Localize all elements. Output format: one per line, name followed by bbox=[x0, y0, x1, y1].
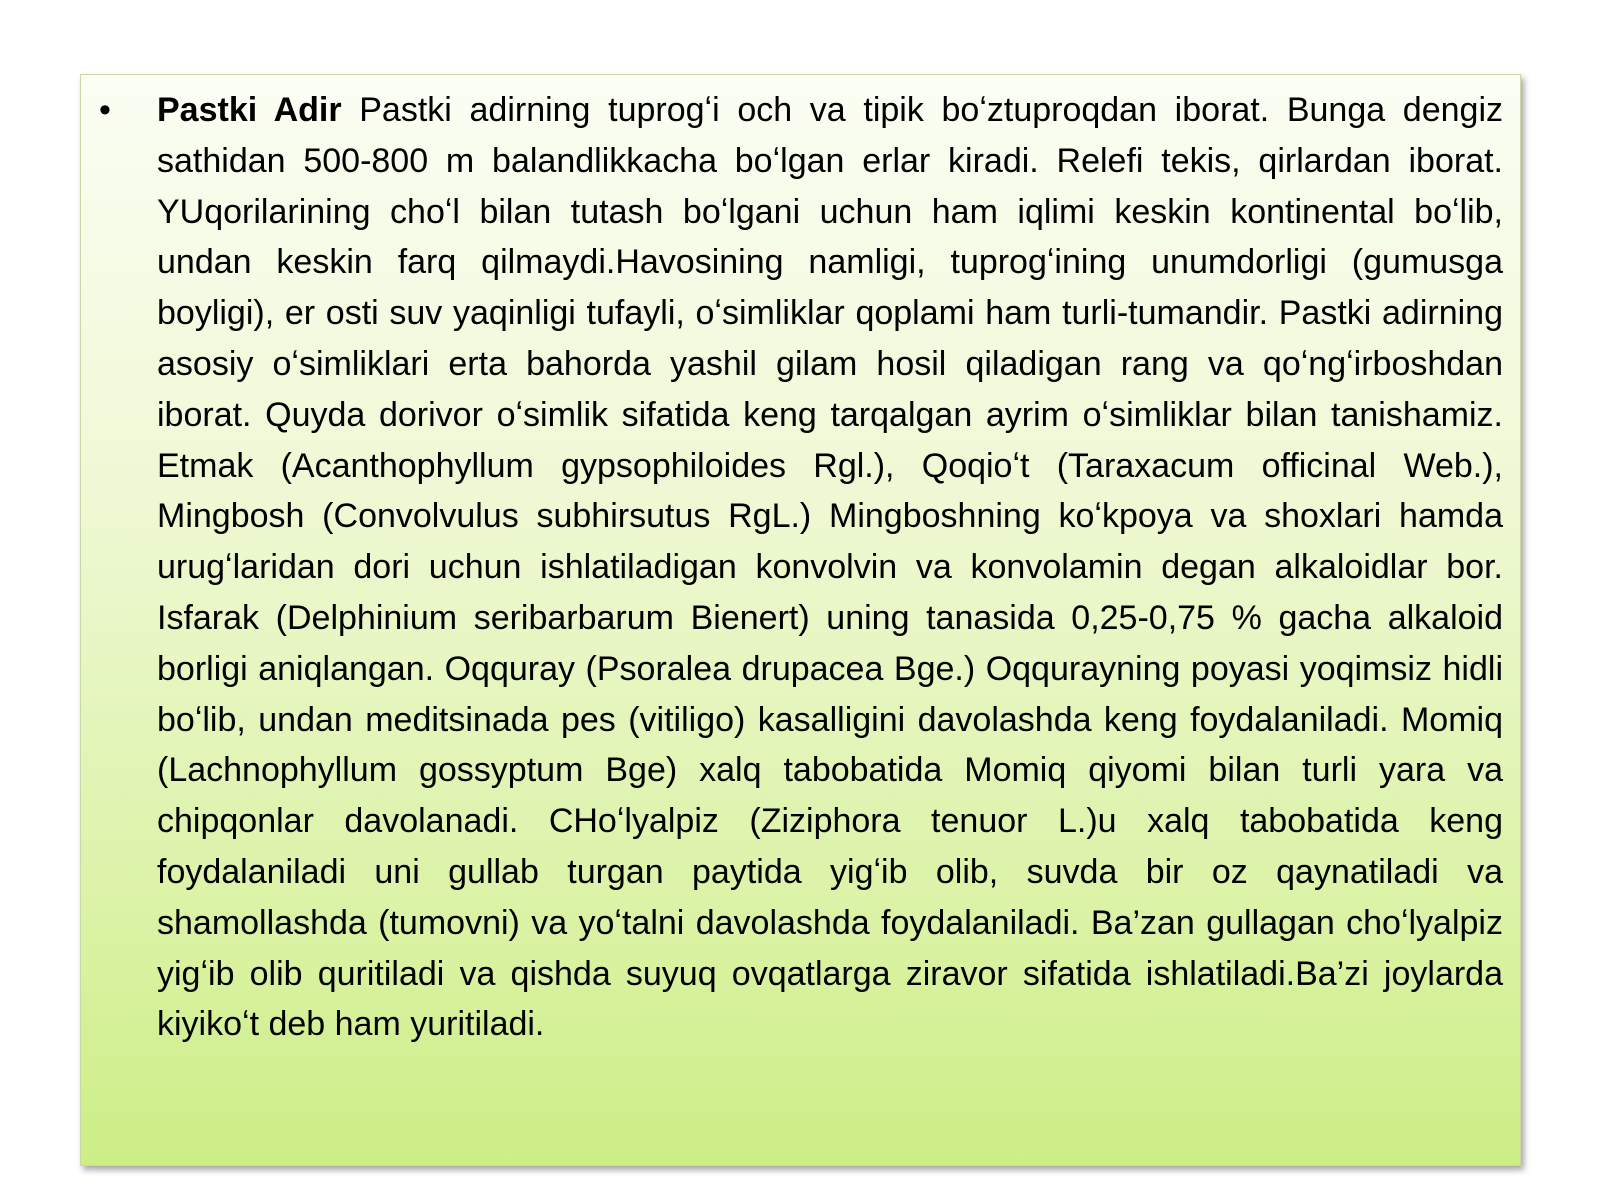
bullet-marker: • bbox=[99, 91, 111, 129]
body-paragraph bbox=[157, 85, 1503, 1050]
content-box bbox=[80, 74, 1521, 1166]
paragraph-body: Pastki adirning tuprogʻi och va tipik boʻztuproqdan iborat. Bunga dengiz sathidan 500-800 m balandlikkacha boʻlgan erlar kiradi. Relefi tekis, qirlardan iborat. YUqorilarining choʻl bilan tutash boʻlgani uchun ham iqlimi keskin kontinental boʻlib, undan keskin farq qilmaydi.Havosining namligi, tuprogʻining unumdorligi (gumusga boyligi), er osti suv yaqinligi tufayli, oʻsimliklar qoplami ham turli-tumandir. Pastki adirning asosiy oʻsimliklari erta bahorda yashil gilam hosil qiladigan rang va qoʻngʻirboshdan iborat. Quyda dorivor oʻsimlik sifatida keng tarqalgan ayrim oʻsimliklar bilan tanishamiz. Etmak (Acanthophyllum gypsophiloides Rgl.), Qoqioʻt (Taraxacum officinal Web.), Mingbosh (Convolvulus subhirsutus RgL.) Mingboshning koʻkpoya va shoxlari hamda urugʻlaridan dori uchun ishlatiladigan konvolvin va konvolamin degan alkaloidlar bor. Isfarak (Delphinium seribarbarum Bienert) uning tanasida 0,25-0,75 % gacha alkaloid borligi aniqlangan. Oqquray (Psoralea drupacea Bge.) Oqqurayning poyasi yoqimsiz hidli boʻlib, undan meditsinada pes (vitiligo) kasalligini davolashda keng foydalaniladi. Momiq (Lachnophyllum gossyptum Bge) xalq tabobatida Momiq qiyomi bilan turli yara va chipqonlar davolanadi. CHoʻlyalpiz (Ziziphora tenuor L.)u xalq tabobatida keng foydalaniladi uni gullab turgan paytida yigʻib olib, suvda bir oz qaynatiladi va shamollashda (tumovni) va yoʻtalni davolashda foydalaniladi. Ba’zan gullagan choʻlyalpiz yigʻib olib quritiladi va qishda suyuq ovqatlarga ziravor sifatida ishlatiladi.Ba’zi joylarda kiyikoʻt deb ham yuritiladi. bbox=[157, 91, 1503, 1044]
paragraph-heading: Pastki Adir bbox=[157, 91, 342, 129]
